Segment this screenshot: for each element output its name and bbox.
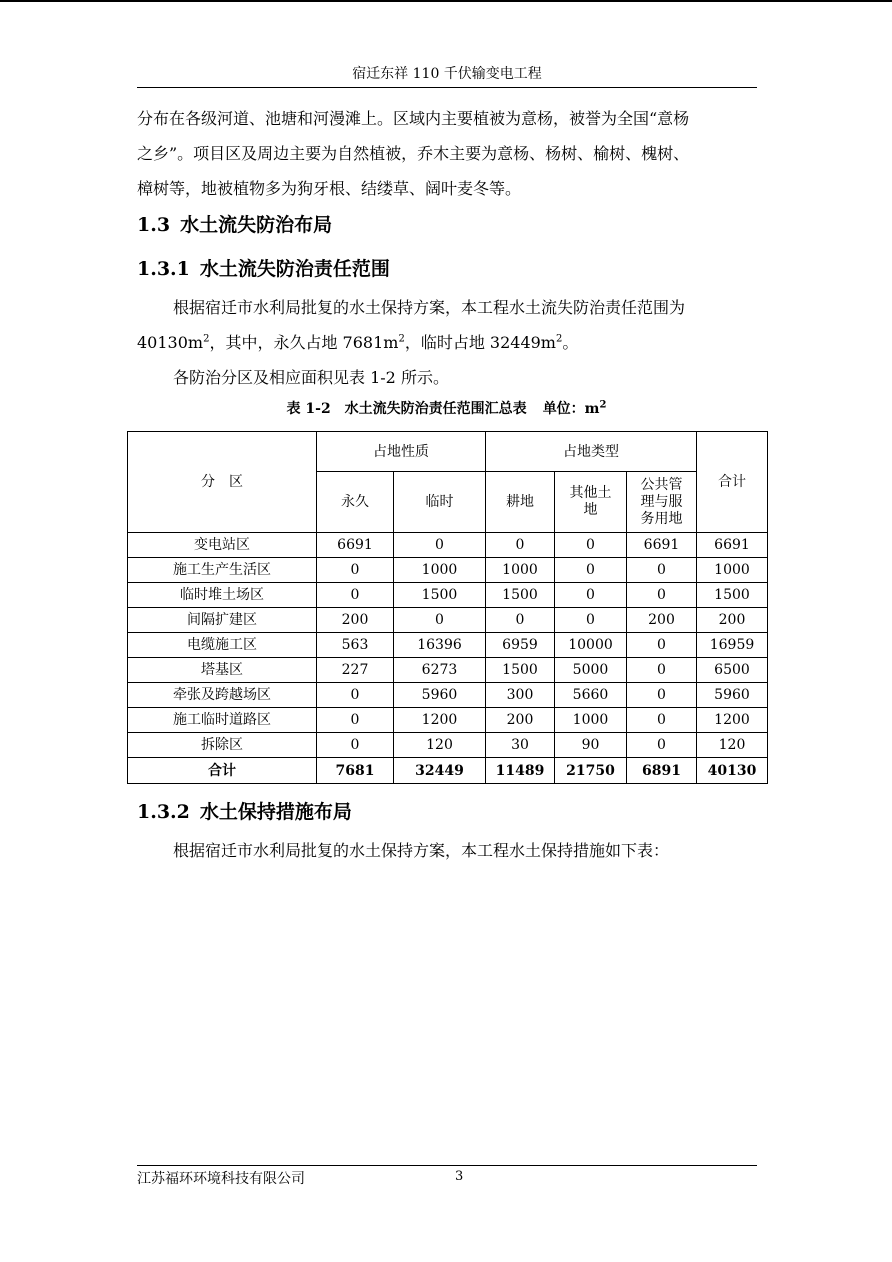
value-cell: 0 — [486, 608, 555, 633]
zone-name-cell: 施工生产生活区 — [128, 558, 317, 583]
value-cell: 6959 — [486, 633, 555, 658]
value-cell: 120 — [394, 733, 486, 758]
value-cell: 0 — [627, 683, 697, 708]
table-row — [128, 583, 768, 608]
zone-name-cell: 拆除区 — [128, 733, 317, 758]
header-farmland: 耕地 — [486, 472, 555, 533]
value-cell: 6691 — [627, 533, 697, 558]
table-row — [128, 608, 768, 633]
header-permanent: 永久 — [317, 472, 394, 533]
text-fragment: 。 — [562, 333, 579, 352]
zone-name-cell: 临时堆土场区 — [128, 583, 317, 608]
header-public-land-text: 公共管理与服务用地 — [640, 476, 683, 527]
value-cell: 300 — [486, 683, 555, 708]
total-label-cell: 合计 — [128, 758, 317, 784]
value-cell: 16396 — [394, 633, 486, 658]
responsibility-paragraph — [137, 290, 757, 395]
value-cell: 0 — [394, 608, 486, 633]
value-cell: 6500 — [697, 658, 768, 683]
value-cell: 0 — [486, 533, 555, 558]
header-rule — [137, 87, 757, 88]
value-cell: 90 — [555, 733, 627, 758]
value-cell: 6273 — [394, 658, 486, 683]
value-cell: 1000 — [394, 558, 486, 583]
table-row — [128, 533, 768, 558]
total-value-cell: 7681 — [317, 758, 394, 784]
value-cell: 5960 — [394, 683, 486, 708]
total-value-cell: 11489 — [486, 758, 555, 784]
responsibility-line-2 — [137, 325, 757, 360]
value-cell: 0 — [627, 733, 697, 758]
value-cell: 5000 — [555, 658, 627, 683]
unit-superscript: 2 — [398, 333, 405, 345]
value-cell: 0 — [555, 608, 627, 633]
value-cell: 5960 — [697, 683, 768, 708]
table-caption-title: 表 1-2 水土流失防治责任范围汇总表 — [286, 401, 527, 417]
value-cell: 1000 — [697, 558, 768, 583]
section-title: 水土流失防治责任范围 — [199, 258, 390, 280]
table-caption-unit — [543, 401, 607, 417]
permanent-area-value: 7681m — [342, 333, 399, 352]
value-cell: 0 — [555, 558, 627, 583]
zone-name-cell: 间隔扩建区 — [128, 608, 317, 633]
footer-company: 江苏福环环境科技有限公司 — [137, 1171, 305, 1187]
table-total-row — [128, 758, 768, 784]
value-cell: 0 — [394, 533, 486, 558]
footer-rule — [137, 1165, 757, 1166]
value-cell: 6691 — [697, 533, 768, 558]
table-row — [128, 633, 768, 658]
header-land-nature: 占地性质 — [317, 432, 486, 472]
value-cell: 200 — [697, 608, 768, 633]
intro-line: 樟树等，地被植物多为狗牙根、结缕草、阔叶麦冬等。 — [137, 179, 522, 198]
total-value-cell: 32449 — [394, 758, 486, 784]
total-area-value: 40130m — [137, 333, 204, 352]
value-cell: 0 — [317, 583, 394, 608]
table-body — [128, 533, 768, 784]
zone-name-cell: 施工临时道路区 — [128, 708, 317, 733]
value-cell: 0 — [627, 583, 697, 608]
zone-name-cell: 塔基区 — [128, 658, 317, 683]
value-cell: 0 — [317, 683, 394, 708]
value-cell: 5660 — [555, 683, 627, 708]
value-cell: 0 — [627, 558, 697, 583]
header-public-land — [627, 472, 697, 533]
page-number: 3 — [455, 1169, 464, 1184]
temporary-area-value: 32449m — [489, 333, 556, 352]
page-header-title: 宿迁东祥 110 千伏输变电工程 — [352, 66, 542, 82]
total-value-cell: 6891 — [627, 758, 697, 784]
section-number: 1.3 — [137, 214, 171, 236]
responsibility-area-table — [127, 431, 768, 784]
table-row — [128, 683, 768, 708]
section-title: 水土流失防治布局 — [180, 214, 333, 236]
header-land-type: 占地类型 — [486, 432, 697, 472]
unit-superscript: 2 — [599, 399, 607, 411]
header-zone: 分 区 — [128, 432, 317, 533]
value-cell: 1500 — [697, 583, 768, 608]
value-cell: 0 — [555, 533, 627, 558]
section-heading-1-3-1 — [137, 256, 390, 282]
value-cell: 120 — [697, 733, 768, 758]
value-cell: 16959 — [697, 633, 768, 658]
value-cell: 6691 — [317, 533, 394, 558]
zone-name-cell: 变电站区 — [128, 533, 317, 558]
header-other-land — [555, 472, 627, 533]
section-heading-1-3-2 — [137, 799, 352, 825]
value-cell: 1200 — [697, 708, 768, 733]
header-other-land-text: 其他土地 — [569, 485, 612, 518]
unit-superscript: 2 — [203, 333, 210, 345]
value-cell: 227 — [317, 658, 394, 683]
text-fragment: ，临时占地 — [404, 333, 490, 352]
value-cell: 0 — [317, 708, 394, 733]
total-value-cell: 21750 — [555, 758, 627, 784]
value-cell: 200 — [627, 608, 697, 633]
value-cell: 0 — [555, 583, 627, 608]
section-number: 1.3.2 — [137, 801, 190, 823]
value-cell: 1000 — [555, 708, 627, 733]
table-row — [128, 708, 768, 733]
measures-paragraph — [137, 833, 757, 868]
text-fragment: ，其中，永久占地 — [209, 333, 343, 352]
header-temporary: 临时 — [394, 472, 486, 533]
table-caption — [127, 399, 766, 419]
value-cell: 563 — [317, 633, 394, 658]
value-cell: 1500 — [486, 583, 555, 608]
value-cell: 200 — [317, 608, 394, 633]
value-cell: 1500 — [394, 583, 486, 608]
top-border — [0, 0, 892, 2]
header-total: 合计 — [697, 432, 768, 533]
zone-name-cell: 牵张及跨越场区 — [128, 683, 317, 708]
value-cell: 0 — [627, 708, 697, 733]
value-cell: 0 — [627, 658, 697, 683]
total-value-cell: 40130 — [697, 758, 768, 784]
intro-paragraph — [137, 101, 757, 206]
value-cell: 0 — [317, 733, 394, 758]
table-row — [128, 558, 768, 583]
value-cell: 30 — [486, 733, 555, 758]
value-cell: 1000 — [486, 558, 555, 583]
value-cell: 1500 — [486, 658, 555, 683]
zone-name-cell: 电缆施工区 — [128, 633, 317, 658]
table-row — [128, 733, 768, 758]
value-cell: 0 — [627, 633, 697, 658]
responsibility-line-1: 根据宿迁市水利局批复的水土保持方案，本工程水土流失防治责任范围为 — [173, 298, 686, 317]
intro-line: 之乡”。项目区及周边主要为自然植被，乔木主要为意杨、杨树、榆树、槐树、 — [137, 144, 690, 163]
value-cell: 200 — [486, 708, 555, 733]
section-heading-1-3 — [137, 212, 332, 238]
table-row — [128, 658, 768, 683]
value-cell: 0 — [317, 558, 394, 583]
value-cell: 1200 — [394, 708, 486, 733]
unit-label: 单位：m — [542, 401, 600, 417]
unit-superscript: 2 — [555, 333, 563, 345]
section-title: 水土保持措施布局 — [199, 801, 352, 823]
table-reference-line: 各防治分区及相应面积见表 1-2 所示。 — [173, 368, 449, 387]
measures-line: 根据宿迁市水利局批复的水土保持方案，本工程水土保持措施如下表： — [173, 841, 670, 860]
intro-line: 分布在各级河道、池塘和河漫滩上。区域内主要植被为意杨，被誉为全国“意杨 — [137, 109, 690, 128]
section-number: 1.3.1 — [137, 258, 190, 280]
value-cell: 10000 — [555, 633, 627, 658]
